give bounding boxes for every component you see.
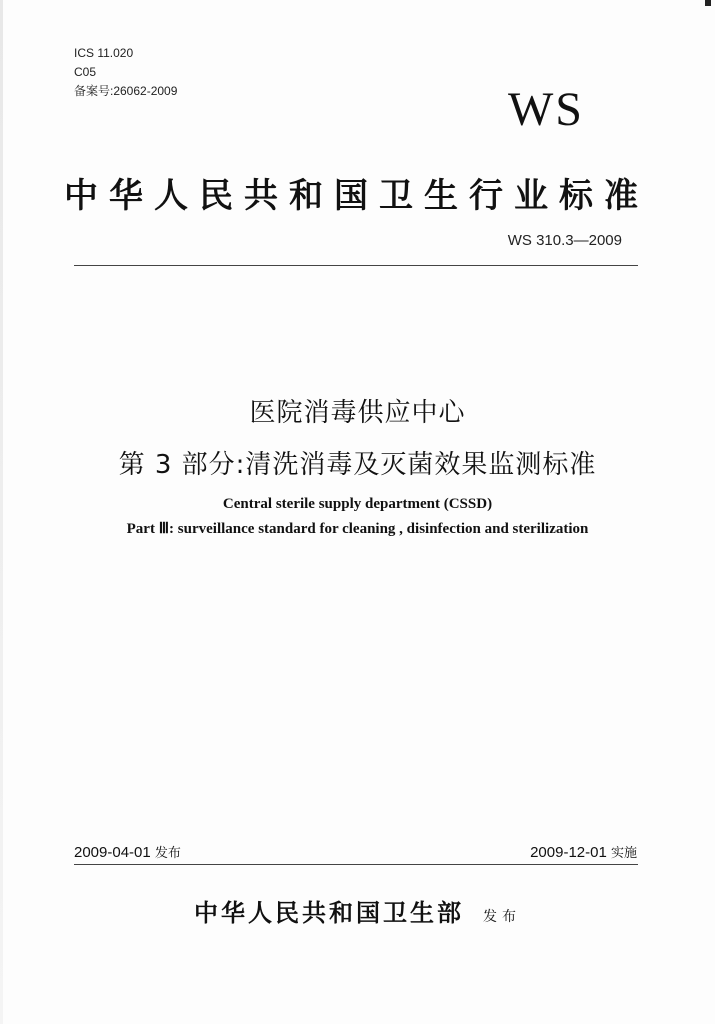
standard-category-title: 中华人民共和国卫生行业标准 <box>64 176 649 216</box>
ccs-code: C05 <box>74 65 97 79</box>
footer-divider <box>74 864 638 865</box>
document-title-line1: 医院消毒供应中心 <box>249 398 466 428</box>
publisher-block <box>0 893 715 928</box>
header-divider <box>74 265 638 266</box>
publisher-organization: 中华人民共和国卫生部 <box>193 898 464 927</box>
document-title-line2: 第 3 部分:清洗消毒及灭菌效果监测标准 <box>118 450 597 480</box>
scan-corner-mark <box>705 0 711 6</box>
ics-code: ICS 11.020 <box>74 46 134 60</box>
implement-date-block <box>530 842 637 861</box>
publisher-action: 发布 <box>483 909 522 925</box>
implement-label: 实施 <box>610 846 637 861</box>
standard-number: WS 310.3—2009 <box>507 232 622 249</box>
filing-number: 备案号:26062-2009 <box>74 84 178 98</box>
issue-date: 2009-04-01 <box>74 844 151 861</box>
issue-date-block <box>74 842 181 861</box>
english-title-line2: Part Ⅲ: surveillance standard for cleaning , disinfection and sterilization <box>126 521 589 537</box>
implement-date: 2009-12-01 <box>530 844 607 861</box>
ws-logo: WS <box>508 83 584 136</box>
english-title-line1: Central sterile supply department (CSSD) <box>222 496 493 512</box>
issue-label: 发布 <box>154 846 181 861</box>
classification-block <box>74 44 177 101</box>
